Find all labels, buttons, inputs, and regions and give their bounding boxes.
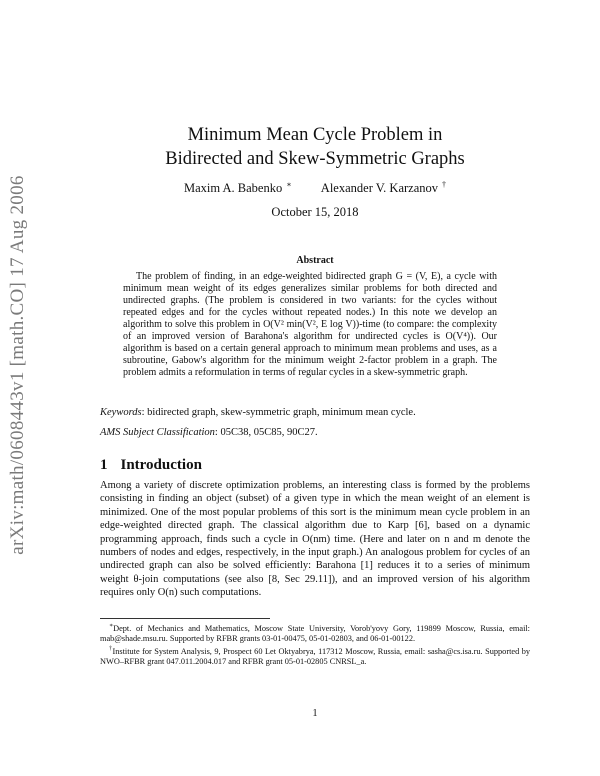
footnote-2-mark: † [109,646,113,652]
footnote-1-text: Dept. of Mechanics and Mathematics, Moscow State University, Vorob'yovy Gory, 119899 Moscow, Russia, email: mab@shade.msu.ru. Supported by RFBR grants 03-01-00475, 05-01-02803, and 06-01-00122. [100,623,530,644]
paper-title [100,123,530,171]
section-heading [100,457,530,474]
footnote-2 [100,644,530,668]
author-2-name: Alexander V. Karzanov [320,181,439,196]
author-2 [321,181,446,195]
section-title: Introduction [120,457,202,473]
section-number: 1 [100,457,108,473]
ams-label: AMS Subject Classification [100,427,215,438]
title-line-1: Minimum Mean Cycle Problem in [187,125,443,145]
footnote-1-mark: ∗ [109,623,114,629]
authors [100,180,530,196]
title-line-2: Bidirected and Skew-Symmetric Graphs [165,149,465,169]
author-2-mark: † [442,180,447,189]
author-1-name: Maxim A. Babenko [183,181,283,196]
keywords-label: Keywords [100,407,142,418]
page-number: 1 [312,708,318,719]
footnote-rule [100,618,270,619]
ams-classification [100,426,530,440]
intro-paragraph: Among a variety of discrete optimization problems, an interesting class is formed by the problems consisting in finding an object (subset) of a given type in which the mean weight of an element is minimized. One of the most popular problems of this sort is the minimum mean cycle problem in an edge-weighted directed graph. The classical algorithm due to Karp [6], based on a dynamic programming approach, finds such a cycle in O(nm) time. (Here and later on n and m denote the numbers of nodes and edges, respectively, in the input graph.) An analogous problem for cycles of an undirected graph can also be solved efficiently: Barahona [1] reduces it to a series of minimum weight θ-join computations (see also [8, Sec 29.11]), and an improved version of his algorithm requires only O(n) such computations. [100,480,530,599]
abstract-text: The problem of finding, in an edge-weighted bidirected graph G = (V, E), a cycle with minimum mean weight of its edges generalizes similar problems for both directed and undirected graphs. (The problem is considered in two variants: for the cycles without repeated edges and for the cycles without repeated nodes.) In this note we develop an algorithm to solve this problem in O(V² min(V², E log V))-time (to compare: the complexity of an improved version of Barahona's algorithm for undirected cycles is O(V⁴)). Our algorithm is based on a certain general approach to minimum mean problems and uses, as a subroutine, Gabow's algorithm for the minimum weight 2-factor problem in a graph. The problem admits a reformulation in terms of regular cycles in a skew-symmetric graph. [123,271,497,378]
author-1-mark: ∗ [286,180,292,189]
arxiv-sidebar-stamp: arXiv:math/0608443v1 [math.CO] 17 Aug 2006 [7,175,28,555]
footnote-1 [100,621,530,645]
ams-text: : 05C38, 05C85, 90C27. [214,427,318,438]
abstract-heading: Abstract [296,255,334,266]
keywords [100,406,530,420]
paper-date: October 15, 2018 [271,205,359,219]
author-1 [184,181,292,195]
footnote-2-text: Institute for System Analysis, 9, Prospect 60 Let Oktyabrya, 117312 Moscow, Russia, email: sasha@cs.isa.ru. Supported by NWO–RFBR grant 047.011.2004.017 and RFBR grant 05-01-02805 CNRSL_a. [100,646,531,667]
keywords-text: : bidirected graph, skew-symmetric graph, minimum mean cycle. [141,407,416,418]
